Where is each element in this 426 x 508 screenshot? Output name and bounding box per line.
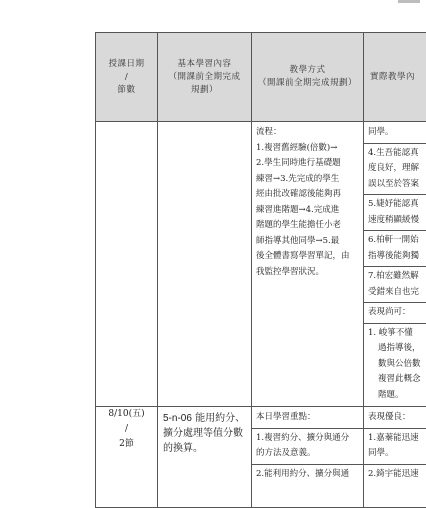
actual-line: 複習此概念 <box>368 372 426 388</box>
cell-divider <box>364 194 426 195</box>
actual-line: 2.錡宇能迅速 <box>368 467 426 483</box>
table-row <box>96 122 426 407</box>
row2-date-cell <box>96 407 158 508</box>
actual-line: 同學。 <box>368 446 426 462</box>
method-line: 1.複習約分、擴分與通分 <box>256 431 359 447</box>
lesson-sessions: 2節 <box>96 437 157 452</box>
cell-divider <box>364 302 426 303</box>
cell-divider <box>252 428 363 429</box>
actual-line: 表現尚可： <box>368 305 426 321</box>
actual-line: 7.柏宏雖然解 <box>368 269 426 285</box>
method-line: 後全體書寫學習單記，由 <box>256 249 359 265</box>
table-row <box>96 407 426 508</box>
header-basic-content <box>158 33 252 122</box>
header-actual-title: 實際教學內 <box>370 71 426 84</box>
lesson-date: 8/10(五) <box>96 407 157 422</box>
actual-line: 速度稍顯緩慢 <box>368 213 426 229</box>
actual-line: 1.嘉蓁能迅速 <box>368 431 426 447</box>
header-date-sessions <box>96 33 158 122</box>
row1-actual-cell <box>364 122 426 407</box>
header-content-title: 基本學習內容 <box>158 58 251 71</box>
header-content-sub2: 規劃） <box>158 84 251 97</box>
cell-divider <box>364 230 426 231</box>
actual-line: 受錯來自也完 <box>368 285 426 301</box>
method-line: 師指導其他同學→5.最 <box>256 234 359 250</box>
method-line: 經由批改確認後能夠再 <box>256 187 359 203</box>
actual-line: 表現優良： <box>368 410 426 426</box>
method-line: 1.複習舊經驗(倍數)→ <box>256 141 359 157</box>
row1-content-cell <box>158 122 252 407</box>
method-line: 練習→3.先完成的學生 <box>256 172 359 188</box>
row2-actual-cell <box>364 407 426 508</box>
cell-divider <box>364 323 426 324</box>
actual-line: 數與公倍數 <box>368 357 426 373</box>
method-line: 階題的學生能擔任小老 <box>256 218 359 234</box>
method-line: 流程： <box>256 125 359 141</box>
table-header-row <box>96 33 426 122</box>
actual-line: 階題。 <box>368 388 426 404</box>
header-content-sub1: （開課前全期完成 <box>158 71 251 84</box>
actual-line: 誤以至於答案 <box>368 177 426 193</box>
cell-divider <box>364 143 426 144</box>
cell-divider <box>252 464 363 465</box>
method-line: 的方法及意義。 <box>256 446 359 462</box>
curriculum-code: 5-n-06 <box>163 413 192 424</box>
method-line: 練習進階題→4.完成進 <box>256 203 359 219</box>
actual-line: 指導後能夠獨 <box>368 249 426 265</box>
row1-method-cell <box>252 122 364 407</box>
actual-line: 同學。 <box>368 125 426 141</box>
lesson-plan-table <box>95 32 426 508</box>
method-line: 2.學生同時進行基礎題 <box>256 156 359 172</box>
header-actual-teaching <box>364 33 426 122</box>
actual-line: 5.婕妤能認真 <box>368 197 426 213</box>
row1-date-cell <box>96 122 158 407</box>
actual-line: 1. 峻箏不懂 <box>368 326 426 342</box>
curriculum-text: 能用約分、擴分處理等值分數的換算。 <box>163 413 245 454</box>
method-line: 我監控學習狀況。 <box>256 265 359 281</box>
header-date-label: 授課日期 <box>96 58 157 71</box>
actual-line: 6.柏軒一開始 <box>368 233 426 249</box>
method-line: 2.能利用約分、擴分與通 <box>256 467 359 483</box>
cell-divider <box>364 464 426 465</box>
header-method-sub: （開課前全期完成規劃） <box>252 77 363 90</box>
row2-content-cell <box>158 407 252 508</box>
header-method-title: 教學方式 <box>252 64 363 77</box>
header-sessions-label: 節數 <box>96 84 157 97</box>
cell-divider <box>364 428 426 429</box>
row2-method-cell <box>252 407 364 508</box>
actual-line: 過指導後， <box>368 341 426 357</box>
header-date-slash: / <box>96 71 157 84</box>
method-line: 本日學習重點： <box>256 410 359 426</box>
date-slash: / <box>96 422 157 437</box>
actual-line: 4.生吾能認真 <box>368 146 426 162</box>
cell-divider <box>364 266 426 267</box>
actual-line: 度良好，理解 <box>368 161 426 177</box>
scan-mark <box>398 0 420 3</box>
header-teaching-method <box>252 33 364 122</box>
